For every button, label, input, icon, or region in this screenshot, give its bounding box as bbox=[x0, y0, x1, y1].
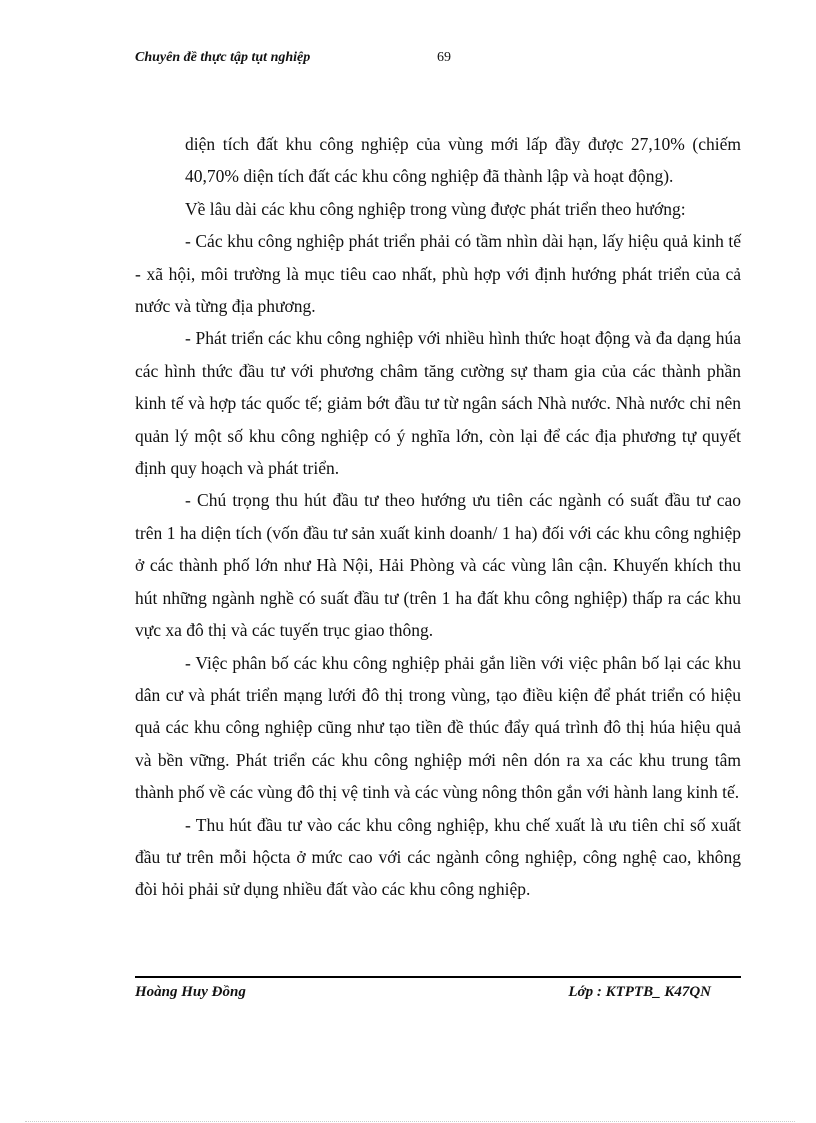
paragraph: - Chú trọng thu hút đầu tư theo hướng ưu tiên các ngành có suất đầu tư cao trên 1 ha diện tích (vốn đầu tư sản xuất kinh doanh/ 1 ha) đối với các khu công nghiệp ở các thành phố lớn như Hà Nội, Hải Phòng và các vùng lân cận. Khuyến khích thu hút những ngành nghề có suất đầu tư (trên 1 ha đất khu công nghiệp) thấp ra các khu vực xa đô thị và các tuyến trục giao thông. bbox=[135, 490, 741, 641]
page-number: 69 bbox=[437, 50, 451, 65]
document-title: Chuyên đề thực tập tụt nghiệp bbox=[135, 50, 311, 65]
footer-divider bbox=[135, 976, 741, 978]
paragraph: - Các khu công nghiệp phát triển phải có tầm nhìn dài hạn, lấy hiệu quả kinh tế - xã hội, môi trường là mục tiêu cao nhất, phù hợp với định hướng phát triển của cả nước và từng địa phương. bbox=[135, 231, 741, 317]
paragraph: - Phát triển các khu công nghiệp với nhiều hình thức hoạt động và đa dạng húa các hình thức đầu tư với phương châm tăng cường sự tham gia của các thành phần kinh tế và hợp tác quốc tế; giảm bớt đầu tư từ ngân sách Nhà nước. Nhà nước chỉ nên quản lý một số khu công nghiệp có ý nghĩa lớn, còn lại để các địa phương tự quyết định quy hoạch và phát triển. bbox=[135, 328, 741, 479]
class-label: Lớp : KTPTB_ K47QN bbox=[568, 984, 711, 1000]
paragraph: diện tích đất khu công nghiệp của vùng mới lấp đầy được 27,10% (chiếm 40,70% diện tích đất các khu công nghiệp đã thành lập và hoạt động). bbox=[185, 134, 741, 187]
paragraph: - Việc phân bố các khu công nghiệp phải gắn liền với việc phân bố lại các khu dân cư và phát triển mạng lưới đô thị trong vùng, tạo điều kiện để phát triển có hiệu quả các khu công nghiệp cũng như tạo tiền đề thúc đẩy quá trình đô thị húa hiệu quả và bền vững. Phát triển các khu công nghiệp mới nên dón ra xa các khu trung tâm thành phố về các vùng đô thị vệ tinh và các vùng nông thôn gắn với hành lang kinh tế. bbox=[135, 652, 741, 803]
paragraph: - Thu hút đầu tư vào các khu công nghiệp, khu chế xuất là ưu tiên chỉ số xuất đầu tư trên mỗi hộcta ở mức cao với các ngành công nghiệp, công nghệ cao, không đòi hỏi phải sử dụng nhiều đất vào các khu công nghiệp. bbox=[135, 814, 741, 900]
paragraph: Về lâu dài các khu công nghiệp trong vùng được phát triển theo hướng: bbox=[185, 198, 686, 219]
page-header bbox=[135, 48, 741, 70]
document-body bbox=[135, 128, 741, 906]
author-name: Hoàng Huy Đồng bbox=[135, 984, 246, 1000]
page-bottom-border bbox=[25, 1121, 795, 1122]
